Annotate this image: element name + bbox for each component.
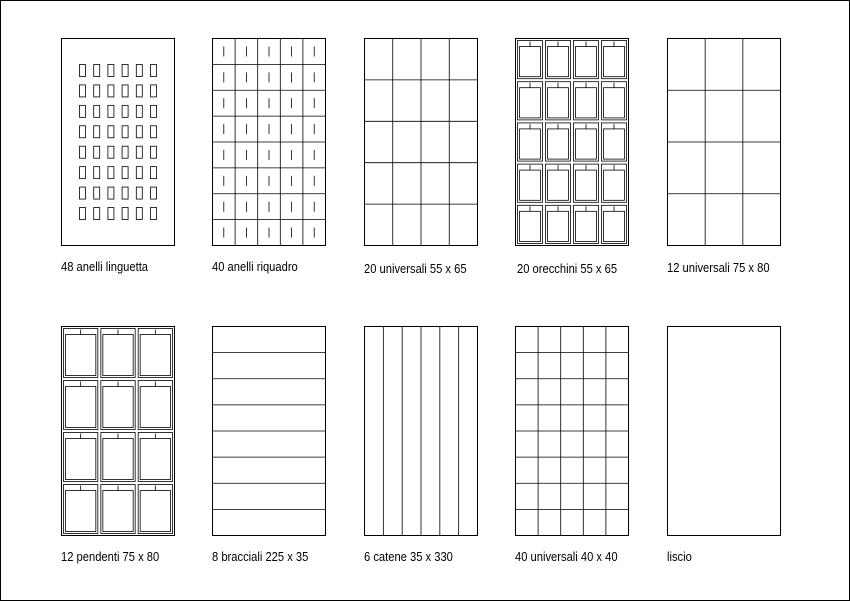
tray-outline <box>668 327 781 536</box>
tray-panel-bracciali-225x35 <box>212 326 326 536</box>
card-window <box>103 439 133 480</box>
ring-slot <box>94 146 100 158</box>
ring-slot <box>151 146 157 158</box>
ring-slot <box>94 126 100 138</box>
ring-slot <box>122 105 128 117</box>
display-card <box>101 433 135 482</box>
card-window <box>604 88 625 118</box>
tray-caption: 8 bracciali 225 x 35 <box>212 549 309 564</box>
ring-slot <box>151 85 157 97</box>
ring-slot <box>122 146 128 158</box>
ring-slot <box>80 187 86 199</box>
card-window <box>576 88 597 118</box>
tray-panel-anelli-riquadro <box>212 38 326 246</box>
ring-slot <box>122 126 128 138</box>
card-window <box>548 170 569 200</box>
display-card <box>101 329 135 378</box>
card-window <box>604 170 625 200</box>
ring-slot <box>122 187 128 199</box>
card-window <box>140 387 170 428</box>
card-window <box>548 211 569 241</box>
display-card <box>101 381 135 430</box>
card-window <box>66 439 96 480</box>
ring-slot <box>94 187 100 199</box>
ring-slot <box>151 167 157 179</box>
card-window <box>548 47 569 77</box>
ring-slot <box>108 146 114 158</box>
tray-panel-liscio <box>667 326 781 536</box>
ring-slot <box>122 208 128 220</box>
ring-slot <box>108 126 114 138</box>
ring-slot <box>122 85 128 97</box>
tray-caption: 48 anelli linguetta <box>61 259 149 274</box>
ring-slot <box>136 85 142 97</box>
display-card <box>138 485 172 534</box>
card-window <box>520 129 541 159</box>
ring-slot <box>108 105 114 117</box>
ring-slot <box>136 208 142 220</box>
card-window <box>520 211 541 241</box>
ring-slot <box>80 105 86 117</box>
ring-slot <box>136 65 142 77</box>
ring-slot <box>122 65 128 77</box>
tray-panel-anelli-linguetta <box>61 38 175 246</box>
ring-slot <box>136 187 142 199</box>
display-card <box>138 381 172 430</box>
ring-slot <box>151 208 157 220</box>
tray-panel-universali-75x80 <box>667 38 781 246</box>
tray-caption: 40 anelli riquadro <box>212 259 298 274</box>
card-window <box>576 129 597 159</box>
card-window <box>576 170 597 200</box>
tray-outline <box>516 39 629 246</box>
card-window <box>140 439 170 480</box>
card-window <box>140 335 170 376</box>
ring-slot <box>94 65 100 77</box>
ring-slot <box>94 105 100 117</box>
card-window <box>576 211 597 241</box>
ring-slot <box>108 65 114 77</box>
tray-caption: 40 universali 40 x 40 <box>515 549 618 564</box>
ring-slot <box>136 146 142 158</box>
tray-caption: 12 universali 75 x 80 <box>667 260 770 275</box>
card-window <box>66 387 96 428</box>
tray-caption: 12 pendenti 75 x 80 <box>61 549 160 564</box>
ring-slot <box>108 167 114 179</box>
ring-slot <box>80 167 86 179</box>
card-window <box>520 47 541 77</box>
display-card <box>101 485 135 534</box>
ring-slot <box>94 85 100 97</box>
ring-slot <box>80 208 86 220</box>
tray-panel-universali-55x65 <box>364 38 478 246</box>
ring-slot <box>151 65 157 77</box>
card-window <box>66 491 96 532</box>
ring-slot <box>80 65 86 77</box>
tray-caption: 20 orecchini 55 x 65 <box>517 261 618 276</box>
tray-panel-orecchini-55x65 <box>515 38 629 246</box>
ring-slot <box>108 208 114 220</box>
display-card <box>138 433 172 482</box>
display-card <box>64 433 98 482</box>
card-window <box>548 129 569 159</box>
tray-caption: liscio <box>667 549 692 564</box>
card-window <box>576 47 597 77</box>
ring-slot <box>151 187 157 199</box>
card-window <box>604 129 625 159</box>
ring-slot <box>108 85 114 97</box>
card-window <box>520 170 541 200</box>
ring-slot <box>94 208 100 220</box>
card-window <box>66 335 96 376</box>
ring-slot <box>136 167 142 179</box>
tray-caption: 20 universali 55 x 65 <box>364 261 467 276</box>
card-window <box>140 491 170 532</box>
ring-slot <box>80 85 86 97</box>
card-window <box>548 88 569 118</box>
display-card <box>64 381 98 430</box>
card-window <box>604 47 625 77</box>
display-card <box>138 329 172 378</box>
ring-slot <box>122 167 128 179</box>
ring-slot <box>136 126 142 138</box>
ring-slot <box>151 105 157 117</box>
card-window <box>103 491 133 532</box>
tray-outline <box>62 327 175 536</box>
card-window <box>103 387 133 428</box>
ring-slot <box>136 105 142 117</box>
ring-slot <box>108 187 114 199</box>
tray-panel-universali-40x40 <box>515 326 629 536</box>
ring-slot <box>80 126 86 138</box>
display-card <box>64 485 98 534</box>
card-window <box>604 211 625 241</box>
tray-panel-catene-35x330 <box>364 326 478 536</box>
tray-caption: 6 catene 35 x 330 <box>364 549 453 564</box>
ring-slot <box>80 146 86 158</box>
ring-slot <box>94 167 100 179</box>
display-card <box>64 329 98 378</box>
tray-outline <box>62 39 175 246</box>
ring-slot <box>151 126 157 138</box>
card-window <box>520 88 541 118</box>
tray-panel-pendenti-75x80 <box>61 326 175 536</box>
card-window <box>103 335 133 376</box>
